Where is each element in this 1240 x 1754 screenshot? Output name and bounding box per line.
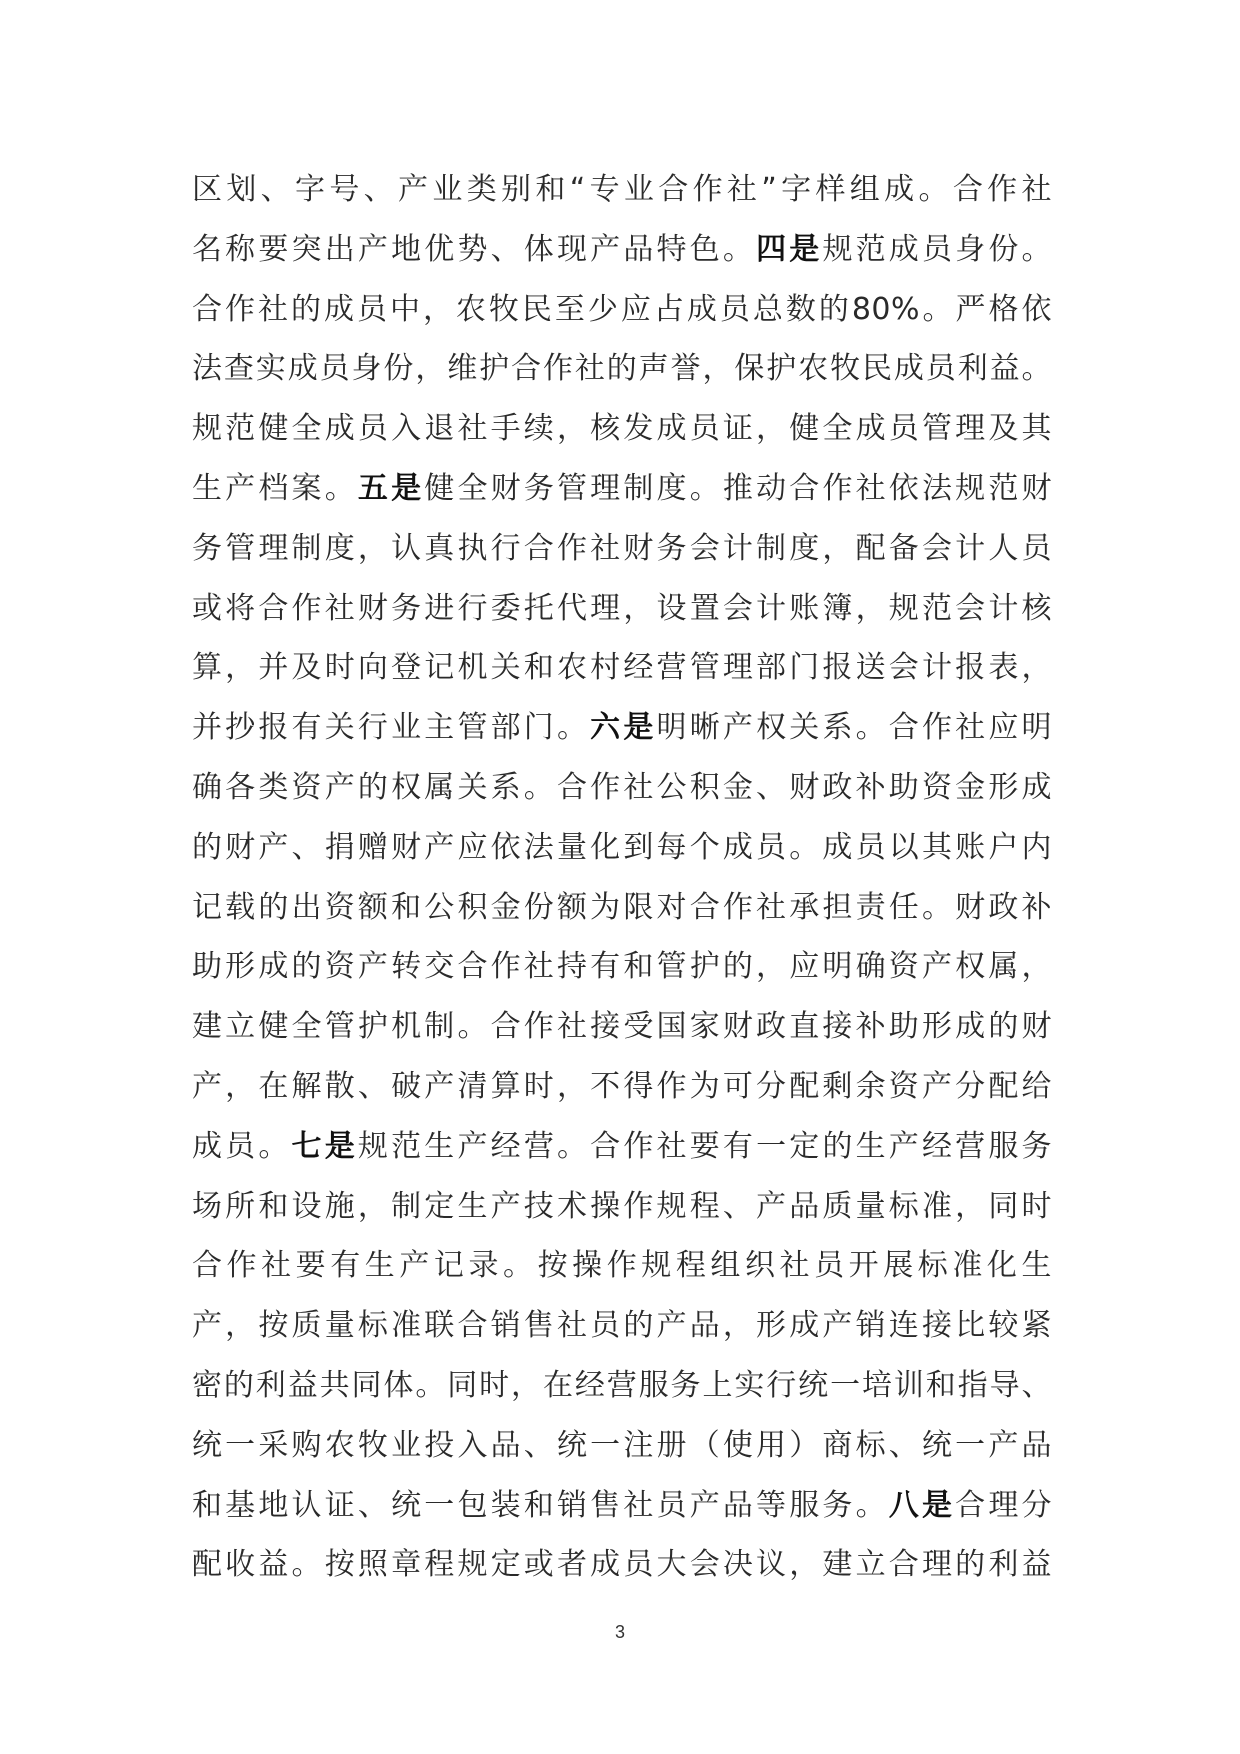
line-text: 和基地认证、统一包装和销售社员产品等服务。 [192, 1487, 889, 1523]
text-line: 密的利益共同体。同时，在经营服务上实行统一培训和指导、 [192, 1367, 1052, 1403]
line-text: 规范成员身份。 [822, 231, 1053, 267]
text-line: 法查实成员身份，维护合作社的声誉，保护农牧民成员利益。 [192, 351, 1052, 387]
text-line: 记载的出资额和公积金份额为限对合作社承担责任。财政补 [192, 889, 1052, 925]
text-line: 区划、字号、产业类别和“专业合作社”字样组成。合作社 [192, 172, 1052, 207]
line-text: 健全财务管理制度。推动合作社依法规范财 [424, 470, 1053, 506]
text-line [192, 698, 1052, 758]
text-line: 确各类资产的权属关系。合作社公积金、财政补助资金形成 [192, 769, 1052, 805]
line-text: 成员。 [192, 1128, 292, 1164]
bold-marker: 六是 [590, 710, 657, 746]
text-line: 规范健全成员入退社手续，核发成员证，健全成员管理及其 [192, 411, 1052, 447]
text-line: 或将合作社财务进行委托代理，设置会计账簿，规范会计核 [192, 590, 1052, 626]
text-line: 算，并及时向登记机关和农村经营管理部门报送会计报表， [192, 650, 1052, 686]
line-text: 并抄报有关行业主管部门。 [192, 710, 591, 746]
line-text: 合理分 [955, 1487, 1053, 1523]
line-text: 明晰产权关系。合作社应明 [656, 710, 1053, 746]
text-line: 合作社要有生产记录。按操作规程组织社员开展标准化生 [192, 1248, 1052, 1284]
text-line [192, 220, 1052, 280]
text-line: 助形成的资产转交合作社持有和管护的，应明确资产权属， [192, 949, 1052, 985]
text-line: 产，在解散、破产清算时，不得作为可分配剩余资产分配给 [192, 1068, 1052, 1104]
text-line: 的财产、捐赠财产应依法量化到每个成员。成员以其账户内 [192, 829, 1052, 865]
text-line: 场所和设施，制定生产技术操作规程、产品质量标准，同时 [192, 1188, 1052, 1224]
page-number: 3 [614, 1622, 625, 1642]
text-line: 配收益。按照章程规定或者成员大会决议，建立合理的利益 [192, 1547, 1052, 1583]
text-line [192, 1117, 1052, 1177]
bold-marker: 八是 [888, 1487, 956, 1523]
bold-marker: 四是 [756, 231, 823, 267]
text-line: 产，按质量标准联合销售社员的产品，形成产销连接比较紧 [192, 1308, 1052, 1344]
text-line [192, 1476, 1052, 1536]
document-body [192, 160, 1052, 1595]
line-text: 名称要突出产地优势、体现产品特色。 [192, 231, 757, 267]
text-line: 建立健全管护机制。合作社接受国家财政直接补助形成的财 [192, 1009, 1052, 1045]
text-line: 统一采购农牧业投入品、统一注册（使用）商标、统一产品 [192, 1427, 1052, 1463]
bold-marker: 七是 [291, 1128, 358, 1164]
bold-marker: 五是 [357, 470, 425, 506]
text-line: 合作社的成员中，农牧民至少应占成员总数的80%。严格依 [192, 291, 1052, 327]
text-line [192, 459, 1052, 519]
text-line: 务管理制度，认真执行合作社财务会计制度，配备会计人员 [192, 530, 1052, 566]
line-text: 生产档案。 [192, 470, 358, 506]
line-text: 规范生产经营。合作社要有一定的生产经营服务 [357, 1128, 1053, 1164]
